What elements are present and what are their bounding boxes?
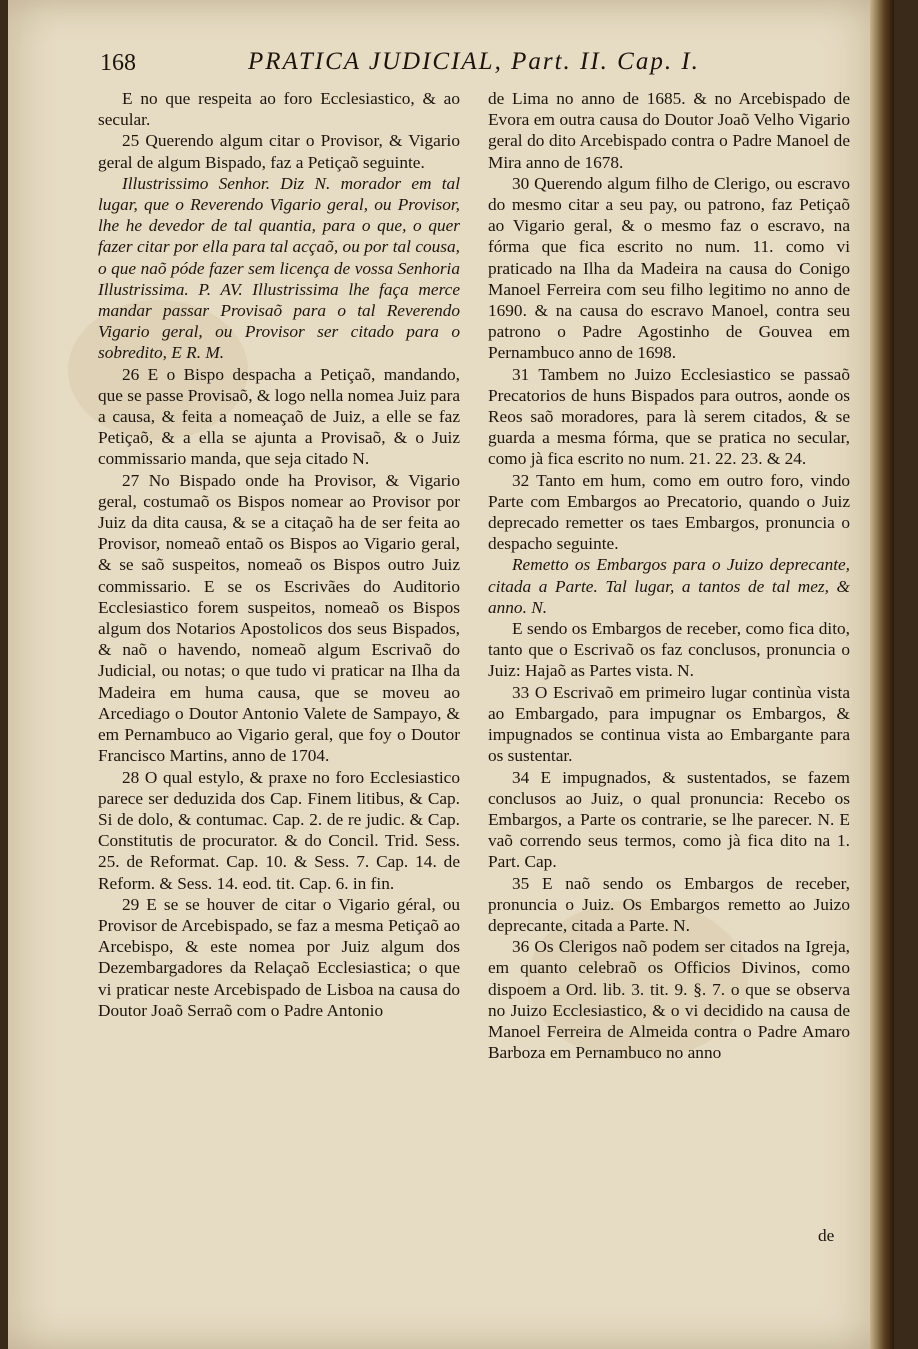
- paragraph: 25 Querendo algum citar o Provisor, & Vigario geral de algum Bispado, faz a Petiçaõ seguinte.: [98, 131, 460, 172]
- book-binding: [870, 0, 894, 1349]
- right-column: [488, 88, 850, 1063]
- paragraph: 33 O Escrivaõ em primeiro lugar continùa vista ao Embargado, para impugnar os Embargos, & impugnados se continua vista ao Embargante para os sustentar.: [488, 682, 850, 766]
- paragraph: E no que respeita ao foro Ecclesiastico, & ao secular.: [98, 89, 460, 130]
- page-number: 168: [100, 50, 136, 76]
- paragraph: 26 E o Bispo despacha a Petiçaõ, mandando, que se passe Provisaõ, & logo nella nomea Juiz para a causa, & feita a nomeaçaõ de Juiz, a elle se faz Petiçaõ, & a ella se ajunta a Provisaõ, & o Juiz commissario manda, que seja citado N.: [98, 364, 460, 469]
- paragraph: 34 E impugnados, & sustentados, se fazem conclusos ao Juiz, o qual pronuncia: Recebo os Embargos, a Parte os contrarie, se lhe parecer. N. E vaõ correndo seus termos, como jà fica dito na 1. Part. Cap.: [488, 767, 850, 872]
- paragraph: 31 Tambem no Juizo Ecclesiastico se passaõ Precatorios de huns Bispados para outros, aonde os Reos saõ moradores, para là serem citados, & se guarda a mesma fórma, que se pratica no secular, como jà fica escrito no num. 21. 22. 23. & 24.: [488, 364, 850, 469]
- left-column: [98, 88, 460, 1021]
- paragraph: 32 Tanto em hum, como em outro foro, vindo Parte com Embargos ao Precatorio, quando o Juiz deprecado remetter os taes Embargos, pronuncia o despacho seguinte.: [488, 470, 850, 554]
- paragraph: Illustrissimo Senhor. Diz N. morador em tal lugar, que o Reverendo Vigario geral, ou Provisor, lhe he devedor de tal quantia, para o que, o quer fazer citar por ella para tal acçaõ, ou por tal cousa, o que naõ póde fazer sem licença de vossa Senhoria Illustrissima. P. AV. Illustrissima lhe faça merce mandar passar Provisaõ para o tal Reverendo Vigario geral, ou Provisor ser citado para o sobredito, E R. M.: [98, 173, 460, 363]
- paragraph: E sendo os Embargos de receber, como fica dito, tanto que o Escrivaõ os faz conclusos, pronuncia o Juiz: Hajaõ as Partes vista. N.: [488, 619, 850, 681]
- paragraph: 36 Os Clerigos naõ podem ser citados na Igreja, em quanto celebraõ os Officios Divinos, como dispoem a Ord. lib. 3. tit. 9. §. 7. o que se observa no Juizo Ecclesiastico, & o vi decidido na causa de Manoel Ferreira de Almeida contra o Padre Amaro Barboza em Pernambuco no anno: [488, 937, 850, 1063]
- paragraph: de Lima no anno de 1685. & no Arcebispado de Evora em outra causa do Doutor Joaõ Velho Vigario geral do dito Arcebispado contra o Padre Manoel de Mira anno de 1678.: [488, 89, 850, 172]
- catchword: de: [818, 1226, 835, 1245]
- paragraph: 35 E naõ sendo os Embargos de receber, pronuncia o Juiz. Os Embargos remetto ao Juizo deprecante, citada a Parte. N.: [488, 873, 850, 935]
- paragraph: 27 No Bispado onde ha Provisor, & Vigario geral, costumaõ os Bispos nomear ao Provisor por Juiz da dita causa, & se a citaçaõ ha de ser feita ao Provisor, nomeaõ entaõ os Bispos ao Vigario geral, & se saõ suspeitos, nomeaõ os Bispos outro Juiz commissario. E se os Escrivães do Auditorio Ecclesiastico forem suspeitos, nomeaõ os Bispos algum dos Notarios Apostolicos dos seus Bispados, & naõ o havendo, nomeaõ algum Escrivaõ do Judicial, ou notas; o que tudo vi praticar na Ilha da Madeira em huma causa, que se moveu ao Arcediago o Doutor Antonio Valete de Sampayo, & em Pernambuco ao Vigario geral, que foy o Doutor Francisco Martins, anno de 1704.: [98, 470, 460, 766]
- paragraph: 30 Querendo algum filho de Clerigo, ou escravo do mesmo citar a seu pay, ou patrono, faz Petiçaõ ao Vigario geral, & o mesmo faz o escravo, na fórma que fica escrito no num. 11. como vi praticado na Ilha da Madeira na causa do Conigo Manoel Ferreira com seu filho legitimo no anno de 1690. & na causa do escravo Manoel, contra seu patrono o Padre Agostinho de Gouvea em Pernambuco anno de 1698.: [488, 173, 850, 363]
- paragraph: 28 O qual estylo, & praxe no foro Ecclesiastico parece ser deduzida dos Cap. Finem litibus, & Cap. Si de dolo, & contumac. Cap. 2. de re judic. & Cap. Constitutis de procurator. & do Concil. Trid. Sess. 25. de Reformat. Cap. 10. & Sess. 7. Cap. 14. de Reform. & Sess. 14. eod. tit. Cap. 6. in fin.: [98, 767, 460, 893]
- page-header: [100, 46, 860, 82]
- paragraph: Remetto os Embargos para o Juizo deprecante, citada a Parte. Tal lugar, a tantos de tal mez, & anno. N.: [488, 555, 850, 617]
- paragraph: 29 E se se houver de citar o Vigario géral, ou Provisor de Arcebispado, se faz a mesma Petiçaõ ao Arcebispo, & este nomea por Juiz algum dos Dezembargadores da Relaçaõ Ecclesiastica; o que vi praticar neste Arcebispado de Lisboa na causa do Doutor Joaõ Serraõ com o Padre Antonio: [98, 894, 460, 1020]
- running-title: PRATICA JUDICIAL, Part. II. Cap. I.: [248, 48, 700, 75]
